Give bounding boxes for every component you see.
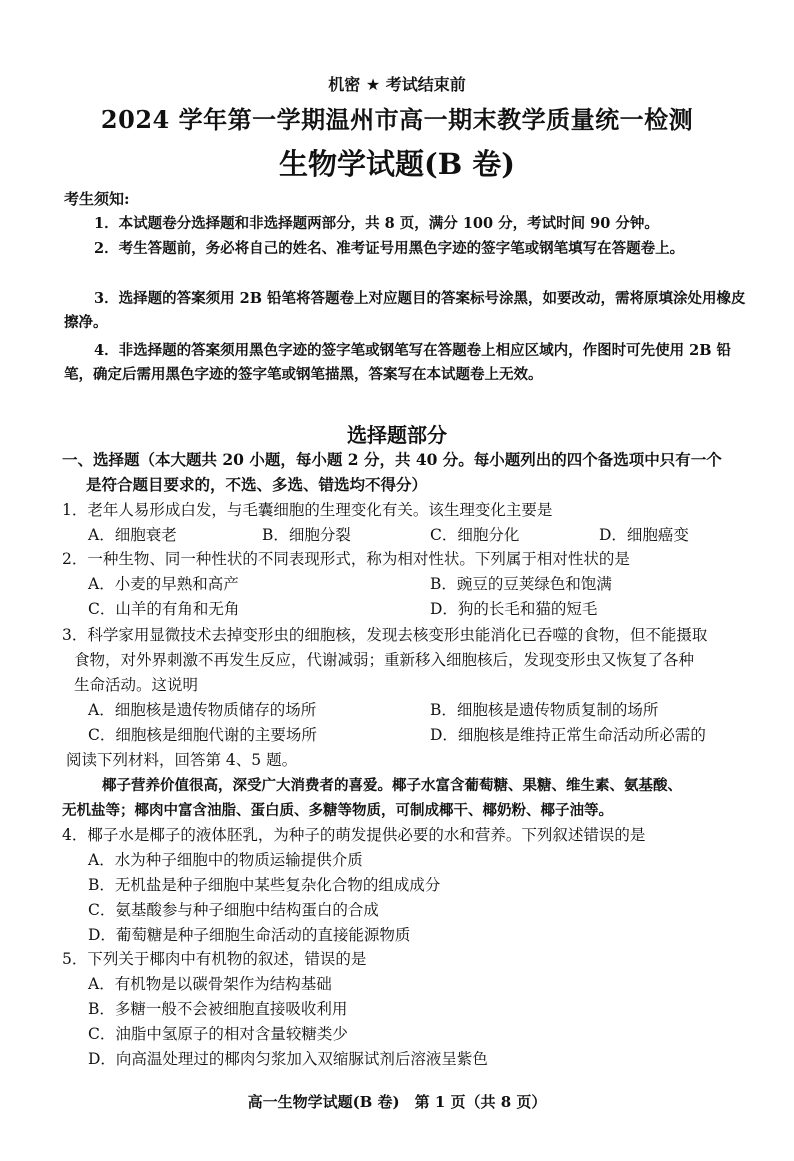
- part1-line-2: 是符合题目要求的，不选、多选、错选均不得分）: [86, 475, 428, 494]
- q4-option-b: B．无机盐是种子细胞中某些复杂化合物的组成成分: [88, 876, 441, 894]
- q2-option-d: D．狗的长毛和猫的短毛: [430, 600, 598, 618]
- q3-option-b: B．细胞核是遗传物质复制的场所: [430, 701, 659, 719]
- q5-option-b: B．多糖一般不会被细胞直接吸收利用: [88, 1000, 348, 1018]
- question-2-stem: 2．一种生物、同一种性状的不同表现形式，称为相对性状。下列属于相对性状的是: [62, 550, 630, 568]
- reading-intro: 阅读下列材料，回答第 4、5 题。: [66, 751, 298, 769]
- q1-option-a: A．细胞衰老: [88, 526, 177, 544]
- section-title: 选择题部分: [347, 423, 447, 447]
- question-1: [62, 498, 762, 548]
- question-1-options: [62, 523, 762, 548]
- notice-text-3: 3．选择题的答案须用 2B 铅笔将答题卷上对应题目的答案标号涂黑，如要改动，需将原填涂处用橡皮擦净。: [64, 290, 746, 331]
- q2-option-c: C．山羊的有角和无角: [88, 600, 240, 618]
- question-3-options-row-1: [62, 698, 762, 723]
- q4-option-d: D．葡萄糖是种子细胞生命活动的直接能源物质: [88, 926, 411, 944]
- q3-option-d: D．细胞核是维持正常生命活动所必需的: [430, 726, 706, 744]
- question-2-options-row-2: [62, 597, 762, 622]
- reading-material: [62, 773, 762, 823]
- q3-option-a: A．细胞核是遗传物质储存的场所: [88, 701, 317, 719]
- question-3-stem-3: 生命活动。这说明: [74, 676, 199, 694]
- exam-title: 2024 学年第一学期温州市高一期末教学质量统一检测: [100, 105, 694, 134]
- q1-option-b: B．细胞分裂: [262, 526, 351, 544]
- reading-material-line-2: 无机盐等；椰肉中富含油脂、蛋白质、多糖等物质，可制成椰干、椰奶粉、椰子油等。: [62, 802, 613, 819]
- notice-item-4: [64, 339, 754, 387]
- question-2: [62, 547, 762, 622]
- question-3-stem-1: 3．科学家用显微技术去掉变形虫的细胞核，发现去核变形虫能消化已吞噬的食物，但不能摄取: [62, 626, 708, 644]
- question-5: [62, 947, 762, 1072]
- question-3-stem-2: 食物，对外界刺激不再发生反应，代谢减弱；重新移入细胞核后，发现变形虫又恢复了各种: [74, 651, 695, 669]
- q5-option-a: A．有机物是以碳骨架作为结构基础: [88, 975, 332, 993]
- q5-option-c: C．油脂中氢原子的相对含量较糖类少: [88, 1025, 348, 1043]
- q4-option-c: C．氨基酸参与种子细胞中结构蛋白的合成: [88, 901, 379, 919]
- exam-subtitle: 生物学试题(B 卷): [278, 147, 516, 181]
- part1-instructions: [62, 447, 762, 497]
- reading-material-line-1: 椰子营养价值很高，深受广大消费者的喜爱。椰子水富含葡萄糖、果糖、维生素、氨基酸、: [102, 777, 682, 794]
- page-footer: 高一生物学试题(B 卷) 第 1 页（共 8 页）: [247, 1093, 547, 1111]
- notice-text-2: 2．考生答题前，务必将自己的姓名、准考证号用黑色字迹的签字笔或钢笔填写在答题卷上。: [94, 240, 685, 257]
- part1-line-1: 一、选择题（本大题共 20 小题，每小题 2 分，共 40 分。每小题列出的四个备选项中只有一个: [62, 450, 722, 469]
- q2-option-b: B．豌豆的豆荚绿色和饱满: [430, 575, 612, 593]
- notice-item-1: [64, 212, 754, 236]
- notice-text-4: 4．非选择题的答案须用黑色字迹的签字笔或钢笔写在答题卷上相应区域内，作图时可先使用 2B 铅笔，确定后需用黑色字迹的签字笔或钢笔描黑，答案写在本试题卷上无效。: [64, 342, 732, 383]
- notice-item-3: [64, 287, 754, 335]
- question-3-options-row-2: [62, 723, 762, 748]
- notice-item-2: [64, 237, 754, 261]
- q5-option-d: D．向高温处理过的椰肉匀浆加入双缩脲试剂后溶液呈紫色: [88, 1050, 488, 1068]
- notice-text-1: 1．本试题卷分选择题和非选择题两部分，共 8 页，满分 100 分，考试时间 90 分钟。: [94, 215, 659, 232]
- q4-option-a: A．水为种子细胞中的物质运输提供介质: [88, 851, 363, 869]
- question-4-stem: 4．椰子水是椰子的液体胚乳，为种子的萌发提供必要的水和营养。下列叙述错误的是: [62, 826, 646, 844]
- q1-option-d: D．细胞癌变: [599, 526, 689, 544]
- q1-option-c: C．细胞分化: [430, 526, 520, 544]
- question-5-stem: 5．下列关于椰肉中有机物的叙述，错误的是: [62, 950, 367, 968]
- q2-option-a: A．小麦的早熟和高产: [88, 575, 239, 593]
- notice-heading: 考生须知:: [64, 190, 130, 208]
- confidential-label: 机密 ★ 考试结束前: [328, 75, 466, 94]
- question-4: [62, 823, 762, 948]
- q3-option-c: C．细胞核是细胞代谢的主要场所: [88, 726, 317, 744]
- question-3: [62, 623, 762, 748]
- question-2-options-row-1: [62, 572, 762, 597]
- question-1-stem: 1．老年人易形成白发，与毛囊细胞的生理变化有关。该生理变化主要是: [62, 501, 553, 519]
